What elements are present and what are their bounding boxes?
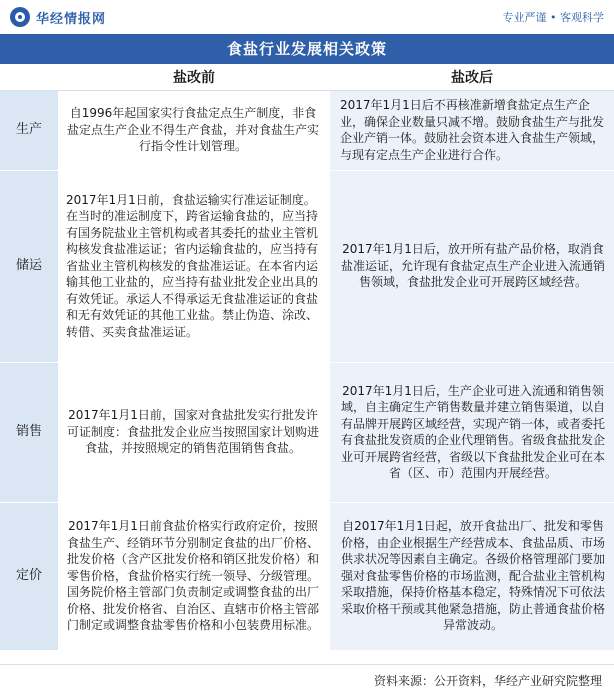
row-category: 定价 <box>0 502 58 650</box>
page-title: 食盐行业发展相关政策 <box>0 34 614 64</box>
cell-after: 2017年1月1日后不再核准新增食盐定点生产企业，确保企业数量只减不增。鼓励食盐生产与批发企业产销一体。鼓励社会资本进入食盐生产领域，与现有定点生产企业进行合作。 <box>330 90 614 170</box>
column-header-before: 盐改前 <box>58 64 330 90</box>
brand-slogan: 专业严谨 • 客观科学 <box>502 11 604 24</box>
table-row <box>0 90 614 170</box>
row-category: 销售 <box>0 362 58 502</box>
brand-logo <box>10 7 106 27</box>
cell-after: 2017年1月1日后，放开所有盐产品价格，取消食盐准运证，允许现有食盐定点生产企业进入流通销售领域，食盐批发企业可开展跨区域经营。 <box>330 170 614 362</box>
footer <box>0 664 614 695</box>
cell-before: 自1996年起国家实行食盐定点生产制度，非食盐定点生产企业不得生产食盐，并对食盐生产实行指令性计划管理。 <box>58 90 330 170</box>
table-row <box>0 362 614 502</box>
cell-before: 2017年1月1日前，国家对食盐批发实行批发许可证制度：食盐批发企业应当按照国家计划购进食盐，并按照规定的销售范围销售食盐。 <box>58 362 330 502</box>
policy-table <box>0 64 614 651</box>
row-category: 储运 <box>0 170 58 362</box>
row-category: 生产 <box>0 90 58 170</box>
column-header-after: 盐改后 <box>330 64 614 90</box>
source-note: 资料来源：公开资料，华经产业研究院整理 <box>373 674 602 688</box>
table-row <box>0 170 614 362</box>
brand-name: 华经情报网 <box>36 11 107 27</box>
cell-after: 2017年1月1日后，生产企业可进入流通和销售领域，自主确定生产销售数量并建立销售渠道，以自有品牌开展跨区域经营，实现产销一体，或者委托有食盐批发资质的企业代理销售。省级食盐批发企业可开展跨省经营，省级以下食盐批发企业可在本省（区、市）范围内开展经营。 <box>330 362 614 502</box>
top-bar <box>0 0 614 34</box>
cell-before: 2017年1月1日前食盐价格实行政府定价，按照食盐生产、经销环节分别制定食盐的出厂价格、批发价格（含产区批发价格和销区批发价格）和零售价格，食盐价格实行统一领导、分级管理。国务院价格主管部门负责制定或调整食盐的出厂价格、批发价格省、自治区、直辖市价格主管部门制定或调整食盐零售价格和小包装费用标准。 <box>58 502 330 650</box>
cell-before: 2017年1月1日前，食盐运输实行准运证制度。在当时的准运制度下，跨省运输食盐的，应当持有国务院盐业主管机构或者其委托的盐业主管机构核发食盐准运证；省内运输食盐的，应当持有省盐业主管机构核发的食盐准运证。在本省内运输其他工业盐的，应当持有盐业批发企业出具的有效凭证。承运人不得承运无食盐准运证的食盐和无有效凭证的其他工业盐。禁止伪造、涂改、转借、买卖食盐准运证。 <box>58 170 330 362</box>
cell-after: 自2017年1月1日起，放开食盐出厂、批发和零售价格，由企业根据生产经营成本、食盐品质、市场供求状况等因素自主确定。各级价格管理部门要加强对食盐零售价格的市场监测，配合盐业主管机构采取措施，保持价格基本稳定，特殊情况下可依法采取价格干预或其他紧急措施，防止普通食盐价格异常波动。 <box>330 502 614 650</box>
hjqbw-logo-icon <box>10 7 30 27</box>
column-header-category <box>0 64 58 90</box>
table-row <box>0 502 614 650</box>
table-header-row <box>0 64 614 90</box>
